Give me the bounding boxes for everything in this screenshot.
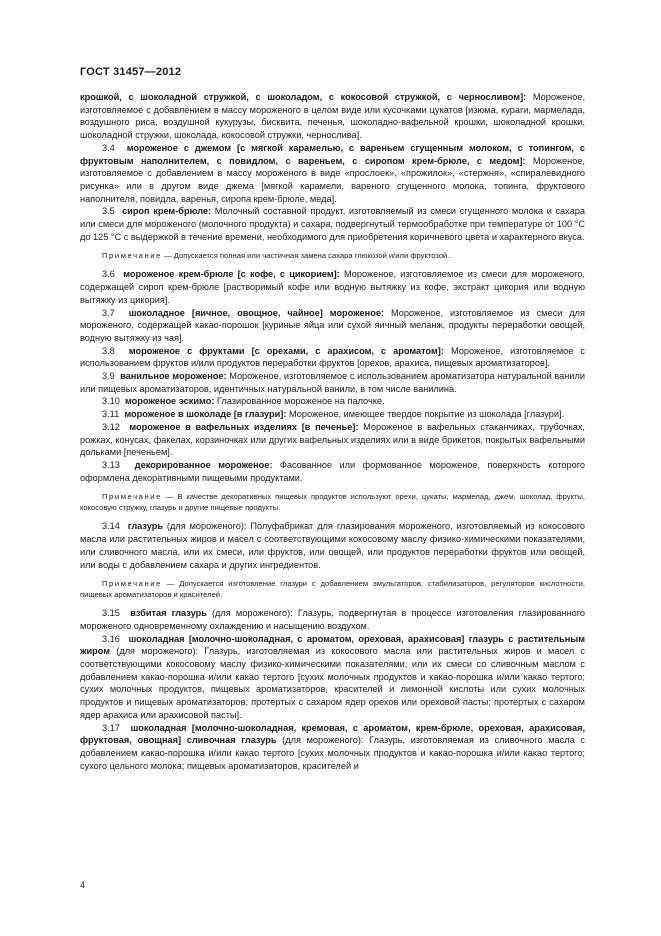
clause-number: 3.15 <box>102 608 120 619</box>
definition: Молочный составной продукт, изготовляемый из смеси сгущенного молока и сахара или смеси для мороженого (молочного продукта) и сахара, подвергнутый термообработке при температуре от 100 °С до 125 °С с выдержкой в течение времени, необходимого для приобретения коричневого цвета и характерного вкуса. <box>80 206 585 242</box>
definition: Мороженое, изготовляемое с добавлением в массу мороженого в виде «прослоек», «прожилок», «стержня», «спиралевидного рисунка» или в другом виде джема [мягкой карамели, вареного сгущенного молока, топинга, фруктового наполнителя, повидла, варенья, сиропа крем-брюле, меда]. <box>80 155 585 204</box>
note-label: Примечание <box>102 492 162 502</box>
clause-number: 3.13 <box>102 459 120 470</box>
definition: Мороженое, изготовляемое с использованием ароматизатора натуральной ванили или пищевых ароматизаторов, идентичных натуральной ванили, в том числе ванилина. <box>80 371 585 394</box>
note-1 <box>80 250 585 261</box>
note-3 <box>80 578 585 600</box>
qualifier: (для мороженого): <box>206 608 293 619</box>
term: глазурь <box>127 521 163 532</box>
paragraph-3-13 <box>80 459 585 484</box>
clause-number: 3.6 <box>102 269 115 280</box>
note-text: — Допускается изготовление глазури с добавлением эмульгаторов, стабилизаторов, регуляторов кислотности, пищевых ароматизаторов и красителей. <box>80 579 585 600</box>
paragraph-3-15 <box>80 607 585 632</box>
term: декорированное мороженое: <box>134 459 273 470</box>
definition: Мороженое, изготовляемое с использованием фруктов и/или продуктов переработки фруктов [орехов, арахиса, пищевых ароматизаторов]. <box>80 345 585 369</box>
term: ванильное мороженое: <box>120 371 227 382</box>
note-2 <box>80 491 585 513</box>
paragraph-3-17 <box>80 722 585 773</box>
clause-number: 3.9 <box>102 371 115 382</box>
definition: Полуфабрикат для глазирования мороженого, изготовляемый из кокосового масла или растительных жиров и масел с соответствующими кокосовому маслу физико-химическими показателями, или сливочного масла, или их смеси, или фруктов, или овощей, или продуктов переработки фруктов или овощей, или воды с добавлением сахара и других ингредиентов. <box>80 521 586 570</box>
clause-number: 3.10 <box>102 396 120 407</box>
document-header: ГОСТ 31457—2012 <box>80 66 182 78</box>
clause-number: 3.16 <box>102 633 120 644</box>
paragraph-3-16 <box>80 633 585 722</box>
clause-number: 3.5 <box>102 206 115 217</box>
definition: Фасованное или формованное мороженое, поверхность которого оформлена декоративными пищевыми продуктами. <box>80 459 586 483</box>
note-label: Примечание <box>102 251 162 261</box>
paragraph-3-11 <box>80 408 585 421</box>
paragraph-3-3-continuation <box>80 91 585 142</box>
term: мороженое в вафельных изделиях [в печенье]: <box>129 421 359 432</box>
note-text: — Допускается полная или частичная замена сахара глюкозой и/или фруктозой. <box>161 251 450 261</box>
document-body <box>80 91 585 772</box>
term: сироп крем-брюле: <box>122 206 212 217</box>
page-number: 4 <box>80 880 86 890</box>
paragraph-3-4 <box>80 142 585 206</box>
term: шоколадное [яичное, овощное, чайное] мороженое: <box>128 307 384 318</box>
term: шоколадная [молочно-шоколадная, кремовая, с ароматом, крем-брюле, ореховая, арахисовая, фруктовая, овощная] сливочная глазурь <box>80 722 586 746</box>
clause-number: 3.4 <box>102 142 115 153</box>
definition: Мороженое в вафельных стаканчиках, трубочках, рожках, конусах, факелах, корзиночках или других вафельных изделиях или в виде брикетов, покрытых вафельными дольками [печеньем]. <box>80 421 585 458</box>
qualifier: (для мороженого): <box>276 735 364 746</box>
note-label: Примечание <box>102 579 162 589</box>
paragraph-3-14 <box>80 520 585 571</box>
definition: Глазурь, изготовляемая из кокосового масла или растительных жиров и масел с соответствующими кокосовому маслу физико-химическими показателями, или их смеси со сливочным маслом с добавлением какао-порошка и/или какао тертого [сухих молочных продуктов и какао-порошка и/или какао тертого; сухих молочных продуктов, пищевых ароматизаторов, красителей и лимонной кислоты или сухих молочных продуктов и пищевых ароматизаторов; протертых с сахаром ядер орехов или ореховой пасты; протертых с сахаром ядер арахиса или арахисовой пасты]. <box>80 646 586 720</box>
definition: Глазурь, подвергнутая в процессе изготовления глазированного мороженого одновременному охлаждению и насыщению воздухом. <box>80 608 586 631</box>
clause-number: 3.17 <box>102 722 120 733</box>
term: мороженое в шоколаде [в глазури]: <box>124 409 287 420</box>
term: крошкой, с шоколадной стружкой, с шоколадом, с кокосовой стружкой, с черносливом]: <box>80 92 527 102</box>
paragraph-3-7 <box>80 307 585 345</box>
definition: Глазурь, изготовляемая из сливочного масла с добавлением какао-порошка и/или какао тертого [сухих молочных продуктов и какао-порошка и/или какао тертого; сухого цельного молока; пищевых ароматизаторов, красителей и <box>80 735 585 771</box>
clause-number: 3.8 <box>102 345 115 356</box>
term: мороженое крем-брюле [с кофе, с цикорием]: <box>123 269 340 280</box>
term: шоколадная [молочно-шоколадная, с ароматом, ореховая, арахисовая] глазурь с растительным жиром <box>80 633 585 657</box>
definition: Мороженое, изготовляемое из смеси для мороженого, содержащей какао-порошок [куриные яйца или сухой яичный меланж, продукты переработки овощей, водную вытяжку из чая]. <box>80 307 585 343</box>
paragraph-3-5 <box>80 205 585 243</box>
term: мороженое с джемом [с мягкой карамелью, с вареньем сгущенным молоком, с топингом, с фруктовым наполнителем, с повидлом, с вареньем, с сиропом крем-брюле, с медом]: <box>80 142 586 166</box>
term: мороженое эскимо: <box>125 396 215 407</box>
term: взбитая глазурь <box>130 608 207 619</box>
qualifier: (для мороженого): <box>163 521 247 532</box>
definition: Мороженое, изготовляемое из смеси для мороженого, содержащей сироп крем-брюле [растворимый кофе или водную вытяжку из кофе, экстракт цикория или водную вытяжку из цикория]. <box>80 269 585 305</box>
definition: Глазированное мороженое на палочке. <box>214 396 385 407</box>
paragraph-3-6 <box>80 268 585 306</box>
paragraph-3-12 <box>80 421 585 459</box>
clause-number: 3.14 <box>102 521 120 532</box>
qualifier: (для мороженого): <box>110 646 199 657</box>
definition: Мороженое, изготовляемое с добавлением в массу мороженого в целом виде или кусочками цукатов [изюма, кураги, мармелада, воздушного риса, воздушной кукурузы, бисквита, печенья, шоколадно-вафельной крошки, шоколадной крошки, шоколадной стружки, шоколада, кокосовой стружки, чернослива]. <box>80 92 585 141</box>
clause-number: 3.12 <box>102 421 120 432</box>
clause-number: 3.11 <box>102 409 120 420</box>
note-text: — В качестве декоративных пищевых продуктов используют орехи, цукаты, мармелад, джем, шоколад, фрукты, кокосовую стружку, глазурь и другие пищевые продукты. <box>80 492 585 513</box>
paragraph-3-8 <box>80 345 585 370</box>
paragraph-3-10 <box>80 395 585 408</box>
definition: Мороженое, имеющее твердое покрытие из шоколада [глазури]. <box>286 409 565 420</box>
clause-number: 3.7 <box>102 307 115 318</box>
paragraph-3-9 <box>80 370 585 395</box>
term: мороженое с фруктами [с орехами, с арахисом, с ароматом]: <box>128 345 444 356</box>
